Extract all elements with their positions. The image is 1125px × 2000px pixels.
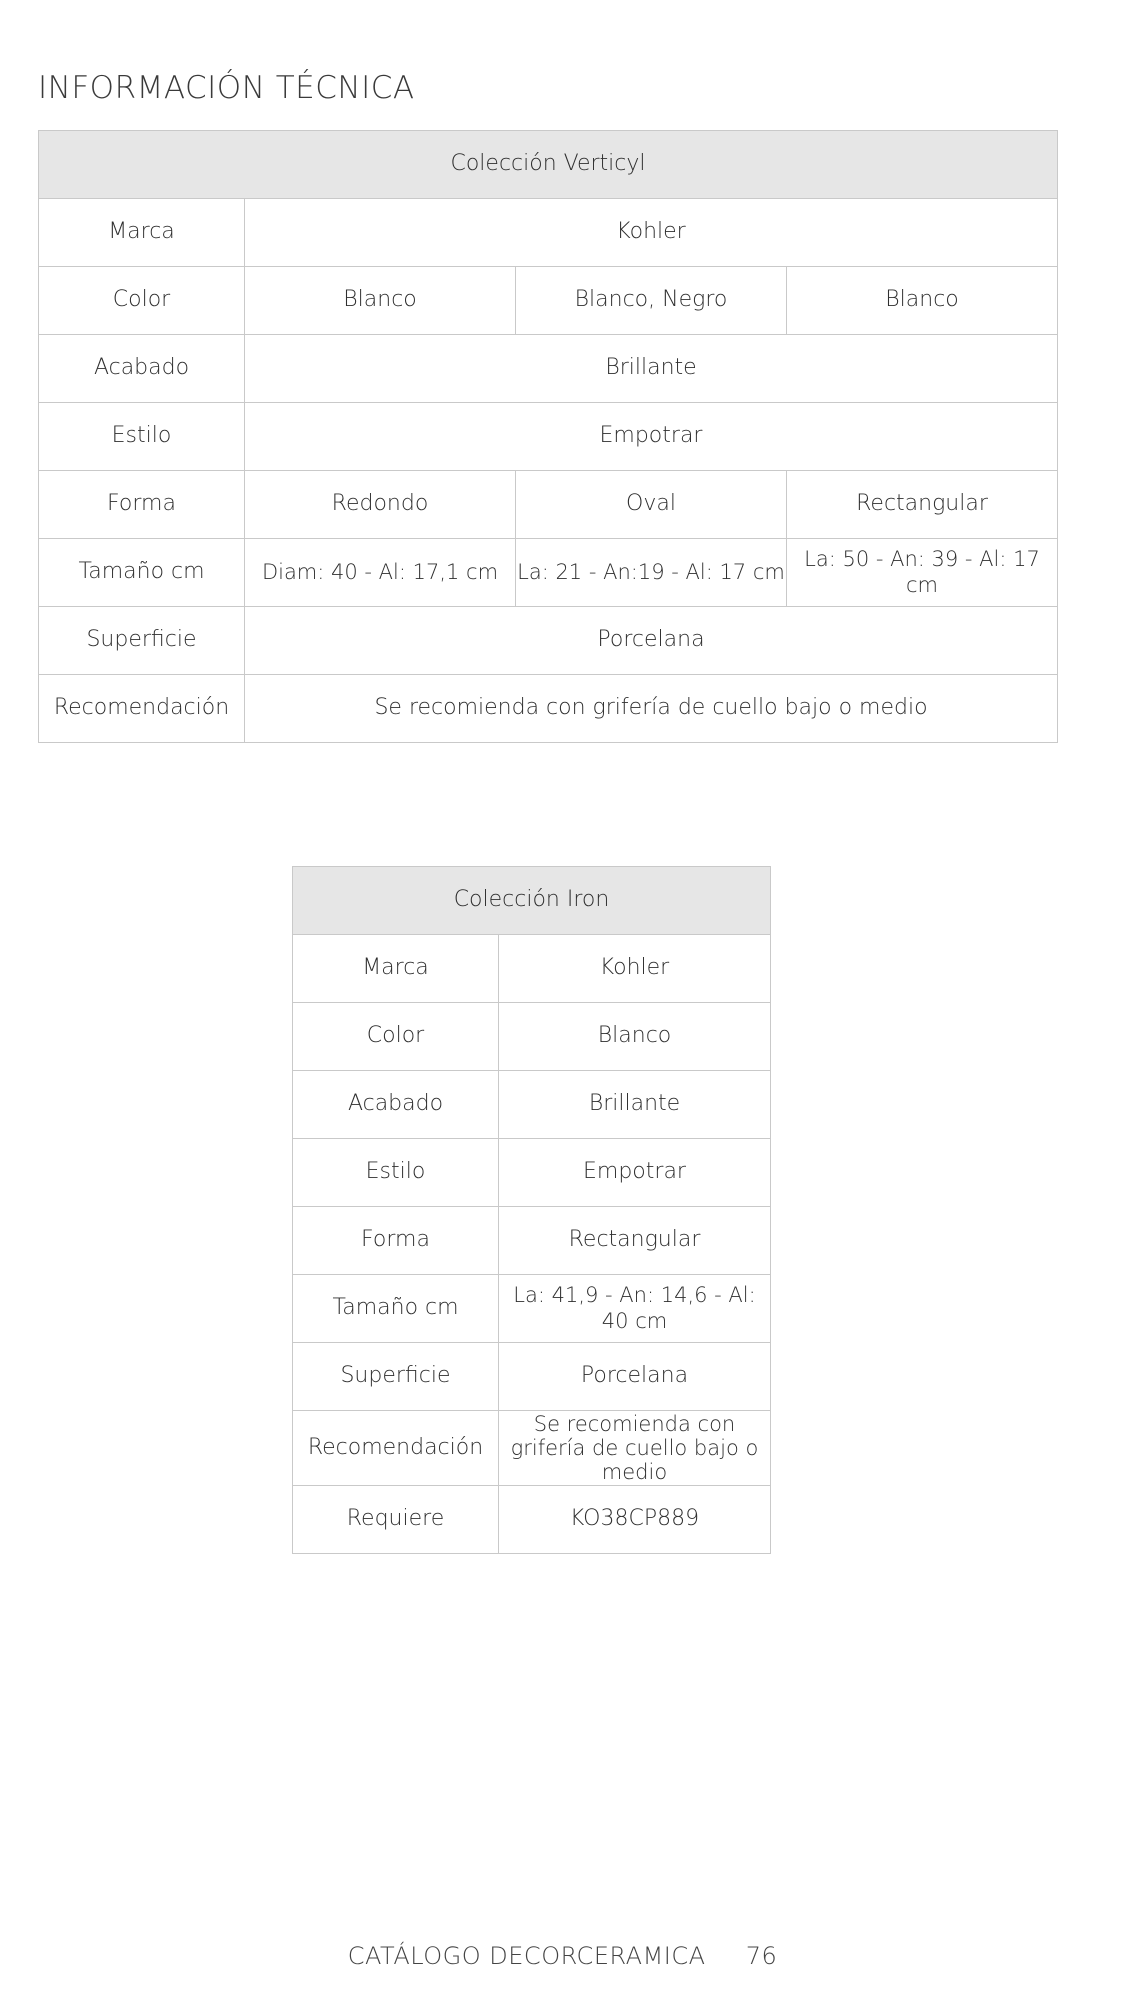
table-row (293, 1275, 771, 1343)
row-label: Recomendación (293, 1411, 499, 1486)
table-title: Colección Iron (293, 867, 771, 935)
row-value: Blanco, Negro (516, 267, 787, 335)
row-value: Porcelana (499, 1343, 771, 1411)
table-row (293, 1139, 771, 1207)
row-value: Se recomienda con grifería de cuello bajo o medio (499, 1411, 771, 1486)
row-value: Kohler (499, 935, 771, 1003)
table-row (293, 1343, 771, 1411)
row-value: Empotrar (245, 403, 1058, 471)
row-value: Oval (516, 471, 787, 539)
verticyl-spec-table (38, 130, 1058, 743)
row-value: Rectangular (787, 471, 1058, 539)
row-value: La: 50 - An: 39 - Al: 17 cm (787, 539, 1058, 607)
table-row (293, 1071, 771, 1139)
table-row (39, 539, 1058, 607)
row-value: La: 21 - An:19 - Al: 17 cm (516, 539, 787, 607)
table-row (39, 267, 1058, 335)
row-value: Empotrar (499, 1139, 771, 1207)
row-label: Acabado (39, 335, 245, 403)
row-value: Kohler (245, 199, 1058, 267)
row-value: Brillante (499, 1071, 771, 1139)
table-row (293, 1411, 771, 1486)
table-row (39, 675, 1058, 743)
catalog-name: CATÁLOGO DECORCERAMICA (347, 1942, 706, 1970)
row-label: Estilo (39, 403, 245, 471)
table-row (293, 1207, 771, 1275)
row-value: Brillante (245, 335, 1058, 403)
iron-spec-table (292, 866, 771, 1554)
table-title: Colección Verticyl (39, 131, 1058, 199)
row-label: Estilo (293, 1139, 499, 1207)
row-value: La: 41,9 - An: 14,6 - Al: 40 cm (499, 1275, 771, 1343)
row-label: Color (39, 267, 245, 335)
row-label: Tamaño cm (39, 539, 245, 607)
row-label: Tamaño cm (293, 1275, 499, 1343)
row-label: Forma (293, 1207, 499, 1275)
row-value: Blanco (245, 267, 516, 335)
table-row (39, 607, 1058, 675)
table-row (293, 1003, 771, 1071)
row-value: Se recomienda con grifería de cuello bajo o medio (245, 675, 1058, 743)
table-row (293, 935, 771, 1003)
row-value: KO38CP889 (499, 1486, 771, 1554)
row-label: Color (293, 1003, 499, 1071)
row-value: Blanco (787, 267, 1058, 335)
page-title: INFORMACIÓN TÉCNICA (38, 70, 415, 106)
row-label: Superficie (293, 1343, 499, 1411)
row-label: Superficie (39, 607, 245, 675)
row-label: Forma (39, 471, 245, 539)
row-label: Requiere (293, 1486, 499, 1554)
page-number: 76 (745, 1942, 778, 1970)
row-label: Recomendación (39, 675, 245, 743)
row-value: Blanco (499, 1003, 771, 1071)
page-footer (0, 1942, 1125, 1970)
table-row (39, 199, 1058, 267)
table-row (293, 1486, 771, 1554)
row-value: Rectangular (499, 1207, 771, 1275)
row-label: Marca (293, 935, 499, 1003)
table-row (39, 471, 1058, 539)
row-value: Porcelana (245, 607, 1058, 675)
row-label: Marca (39, 199, 245, 267)
table-row (39, 335, 1058, 403)
row-label: Acabado (293, 1071, 499, 1139)
row-value: Diam: 40 - Al: 17,1 cm (245, 539, 516, 607)
table-row (39, 403, 1058, 471)
row-value: Redondo (245, 471, 516, 539)
